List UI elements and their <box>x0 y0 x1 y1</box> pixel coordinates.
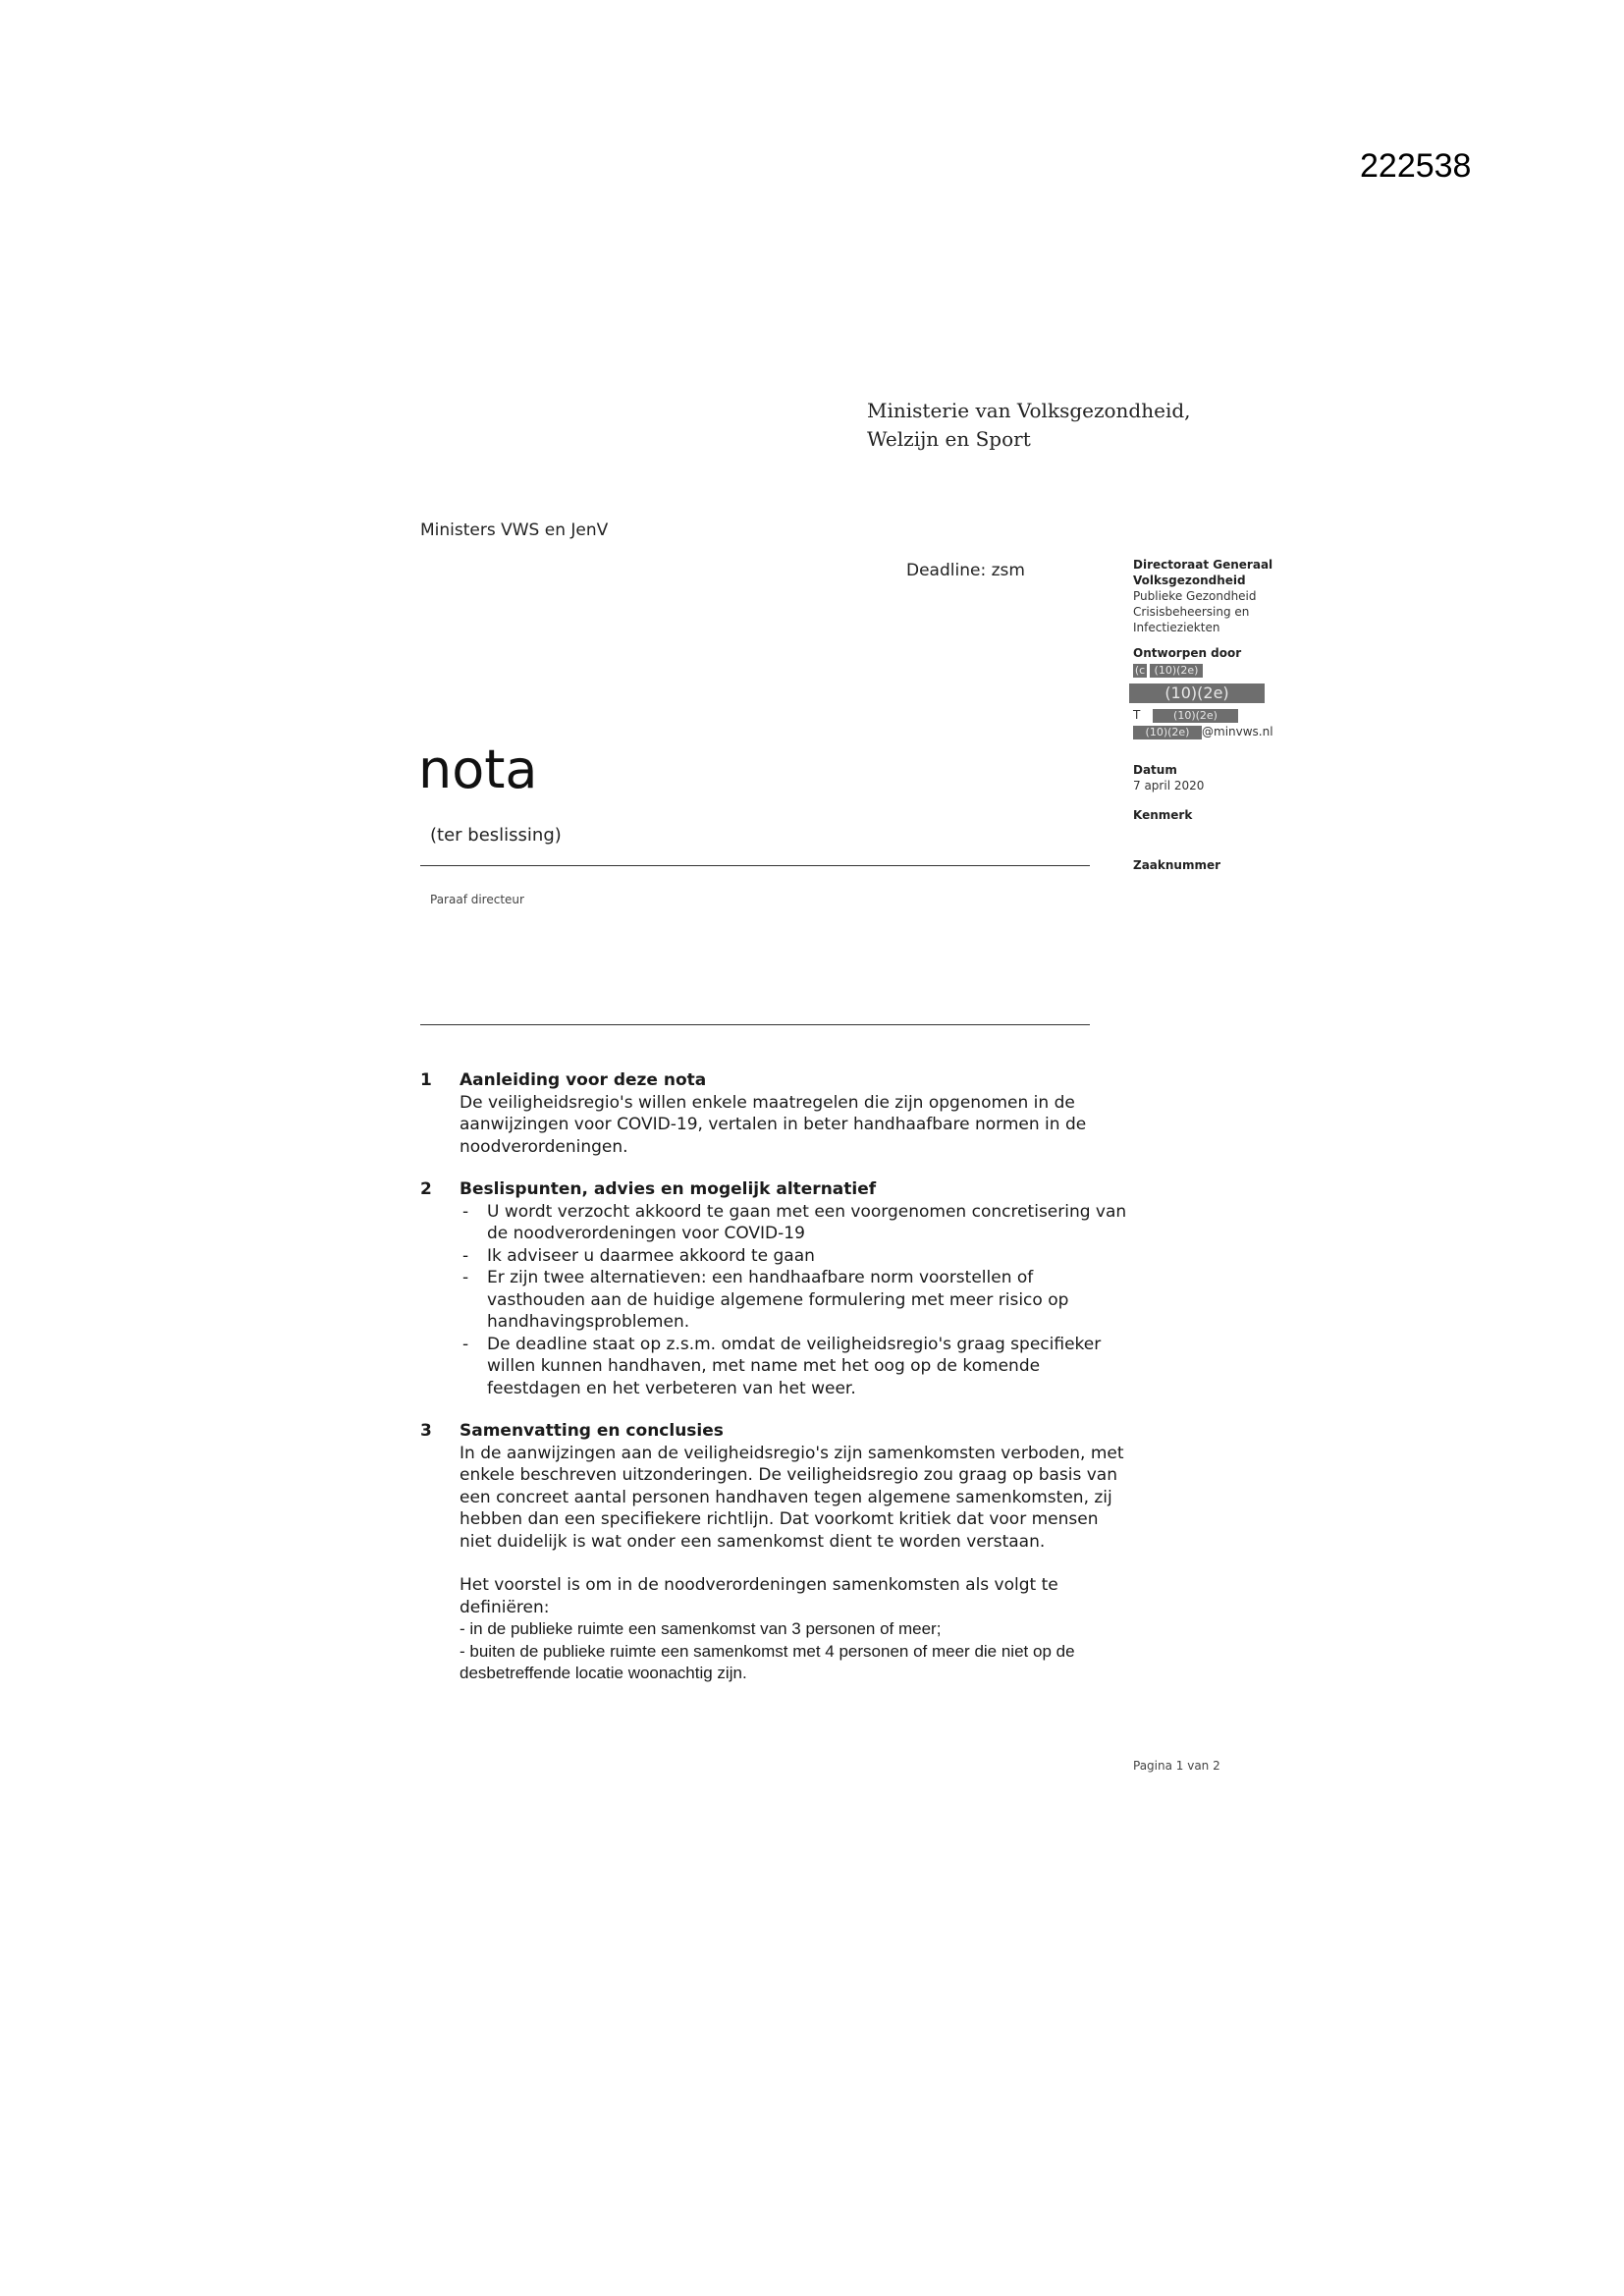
section-number: 2 <box>420 1179 432 1199</box>
document-title: nota <box>418 738 538 800</box>
proposal-line-2: - buiten de publieke ruimte een samenkomst met 4 personen of meer die niet op de desbetreffende locatie woonachtig zijn. <box>460 1641 1075 1682</box>
list-item: - U wordt verzocht akkoord te gaan met een voorgenomen concretisering van de noodverordeningen voor COVID-19 <box>462 1201 1127 1243</box>
divider-bottom <box>420 1024 1090 1025</box>
ministry-line-2: Welzijn en Sport <box>867 427 1031 451</box>
redaction-block-1: (10)(2e) <box>1150 664 1203 678</box>
list-item: - De deadline staat op z.s.m. omdat de veiligheidsregio's graag specifieker willen kunnen handhaven, met name met het oog op de komende feestdagen en het verbeteren van het weer. <box>462 1334 1102 1398</box>
department-line-3: Infectieziekten <box>1133 621 1220 634</box>
proposal-intro: Het voorstel is om in de noodverordeningen samenkomsten als volgt te definiëren: <box>460 1575 1058 1617</box>
date-label: Datum <box>1133 763 1177 777</box>
bullet-list <box>460 1201 1127 1400</box>
deadline: Deadline: zsm <box>906 561 1025 580</box>
redaction-prefix: (c <box>1134 663 1146 677</box>
section-3 <box>420 1420 1127 1685</box>
department-line-2: Crisisbeheersing en <box>1133 605 1250 619</box>
case-number-label: Zaaknummer <box>1133 858 1221 872</box>
paraaf-label: Paraaf directeur <box>430 893 524 906</box>
designed-by-label: Ontworpen door <box>1133 646 1242 660</box>
redaction-block-2: (10)(2e) <box>1129 683 1265 703</box>
list-item: - Ik adviseer u daarmee akkoord te gaan <box>462 1245 815 1266</box>
addressee: Ministers VWS en JenV <box>420 520 609 540</box>
ministry-line-1: Ministerie van Volksgezondheid, <box>867 399 1191 422</box>
section-1 <box>420 1069 1127 1158</box>
section-2 <box>420 1178 1127 1399</box>
document-body <box>420 1069 1127 1706</box>
section-text: In de aanwijzingen aan de veiligheidsregio's zijn samenkomsten verboden, met enkele beschreven uitzonderingen. De veiligheidsregio zou graag op basis van een concreet aantal personen handhaven tegen algemene samenkomsten, zij hebben dan een specifiekere richtlijn. Dat voorkomt kritiek dat voor mensen niet duidelijk is wat onder een samenkomst dient te worden verstaan. <box>460 1443 1124 1552</box>
redaction-block-3: (10)(2e) <box>1153 709 1238 723</box>
proposal-line-1: - in de publieke ruimte een samenkomst van 3 personen of meer; <box>460 1619 942 1638</box>
section-text: De veiligheidsregio's willen enkele maatregelen die zijn opgenomen in de aanwijzingen voor COVID-19, vertalen in beter handhaafbare normen in de noodverordeningen. <box>460 1092 1087 1157</box>
document-number: 222538 <box>1360 147 1472 185</box>
page-number: Pagina 1 van 2 <box>1133 1759 1220 1773</box>
department-line-1: Publieke Gezondheid <box>1133 589 1257 603</box>
section-number: 1 <box>420 1070 432 1090</box>
email-suffix: @minvws.nl <box>1202 725 1273 738</box>
ministry-logo-text <box>867 397 1191 454</box>
sidebar-metadata <box>1133 557 1300 873</box>
list-item: - Er zijn twee alternatieven: een handhaafbare norm voorstellen of vasthouden aan de huidige algemene formulering met meer risico op handhavingsproblemen. <box>462 1268 1069 1332</box>
divider-top <box>420 865 1090 866</box>
reference-label: Kenmerk <box>1133 808 1193 822</box>
section-title: Samenvatting en conclusies <box>460 1421 724 1441</box>
phone-prefix: T <box>1133 708 1141 722</box>
document-subtitle: (ter beslissing) <box>430 825 562 846</box>
section-title: Beslispunten, advies en mogelijk alternatief <box>460 1179 877 1199</box>
redaction-block-4: (10)(2e) <box>1133 726 1202 739</box>
date-value: 7 april 2020 <box>1133 779 1205 793</box>
section-number: 3 <box>420 1421 432 1441</box>
department-bold-2: Volksgezondheid <box>1133 574 1246 587</box>
section-title: Aanleiding voor deze nota <box>460 1070 707 1090</box>
department-bold-1: Directoraat Generaal <box>1133 558 1273 572</box>
